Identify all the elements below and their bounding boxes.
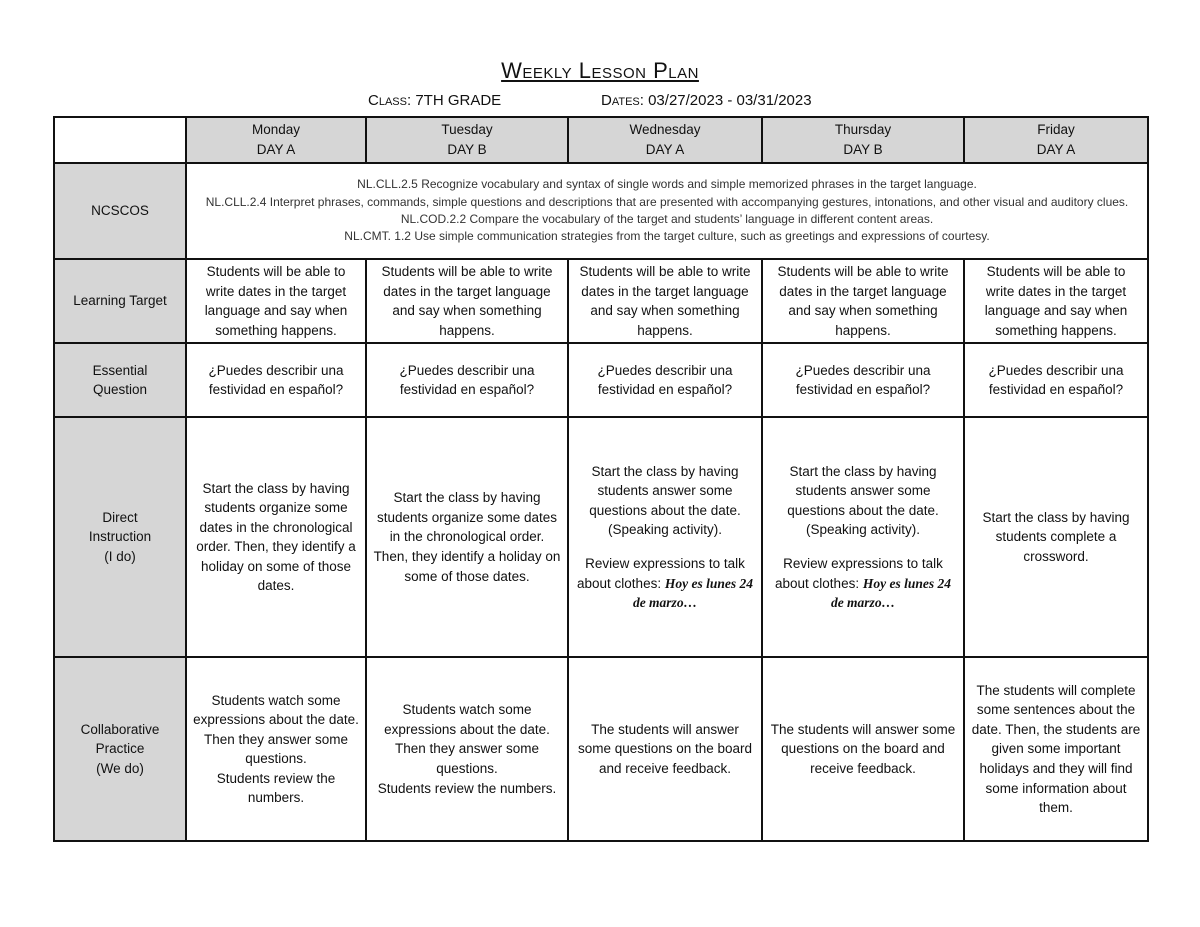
essential-question-thursday: ¿Puedes describir una festividad en español? <box>762 343 964 417</box>
essential-question-wednesday: ¿Puedes describir una festividad en español? <box>568 343 762 417</box>
class-info <box>368 92 501 109</box>
dates-label: Dates: <box>601 92 644 109</box>
header-monday: Monday DAY A <box>186 117 366 163</box>
collaborative-practice-thursday: The students will answer some questions on the board and receive feedback. <box>762 657 964 841</box>
learning-target-thursday: Students will be able to write dates in the target language and say when something happens. <box>762 259 964 343</box>
direct-instruction-label: Direct Instruction (I do) <box>54 417 186 657</box>
header-tuesday: Tuesday DAY B <box>366 117 568 163</box>
collaborative-practice-wednesday: The students will answer some questions on the board and receive feedback. <box>568 657 762 841</box>
header-corner-cell <box>54 117 186 163</box>
ncscos-standards <box>186 163 1148 259</box>
class-value: 7TH GRADE <box>415 92 502 109</box>
header-thursday: Thursday DAY B <box>762 117 964 163</box>
learning-target-row <box>54 259 1148 343</box>
standard-line: NL.CMT. 1.2 Use simple communication strategies from the target culture, such as greetings and expressions of courtesy. <box>344 229 990 244</box>
learning-target-wednesday: Students will be able to write dates in the target language and say when something happens. <box>568 259 762 343</box>
standard-line: NL.CLL.2.4 Interpret phrases, commands, simple questions and descriptions that are presented with accompanying gestures, intonations, and other visual and auditory clues. <box>205 194 1129 209</box>
essential-question-row <box>54 343 1148 417</box>
learning-target-friday: Students will be able to write dates in the target language and say when something happens. <box>964 259 1148 343</box>
header-row <box>54 117 1148 163</box>
header-friday: Friday DAY A <box>964 117 1148 163</box>
essential-question-label: Essential Question <box>54 343 186 417</box>
direct-instruction-tuesday: Start the class by having students organize some dates in the chronological order. Then, they identify a holiday on some of those dates. <box>366 417 568 657</box>
standard-line: NL.COD.2.2 Compare the vocabulary of the target and students’ language in different content areas. <box>400 212 934 226</box>
collaborative-practice-tuesday: Students watch some expressions about the date. Then they answer some questions. Students review the numbers. <box>366 657 568 841</box>
learning-target-tuesday: Students will be able to write dates in the target language and say when something happens. <box>366 259 568 343</box>
lesson-plan-table <box>53 116 1149 842</box>
collaborative-practice-row <box>54 657 1148 841</box>
direct-instruction-wednesday: Start the class by having students answer some questions about the date. (Speaking activity). Review expressions to talk about clothes: Hoy es lunes 24 de marzo… <box>568 417 762 657</box>
header-wednesday: Wednesday DAY A <box>568 117 762 163</box>
essential-question-monday: ¿Puedes describir una festividad en español? <box>186 343 366 417</box>
dates-info <box>601 92 812 109</box>
direct-instruction-monday: Start the class by having students organize some dates in the chronological order. Then, they identify a holiday on some of those dates. <box>186 417 366 657</box>
direct-instruction-thursday: Start the class by having students answer some questions about the date. (Speaking activity). Review expressions to talk about clothes: Hoy es lunes 24 de marzo… <box>762 417 964 657</box>
page-title: Weekly Lesson Plan <box>501 58 699 83</box>
ncscos-label: NCSCOS <box>54 163 186 259</box>
collaborative-practice-monday: Students watch some expressions about the date. Then they answer some questions. Students review the numbers. <box>186 657 366 841</box>
collaborative-practice-friday: The students will complete some sentences about the date. Then, the students are given some important holidays and they will find some information about them. <box>964 657 1148 841</box>
standard-line: NL.CLL.2.5 Recognize vocabulary and syntax of single words and simple memorized phrases in the target language. <box>357 177 977 192</box>
class-label: Class: <box>368 92 412 109</box>
ncscos-row <box>54 163 1148 259</box>
learning-target-monday: Students will be able to write dates in the target language and say when something happens. <box>186 259 366 343</box>
learning-target-label: Learning Target <box>54 259 186 343</box>
direct-instruction-row <box>54 417 1148 657</box>
collaborative-practice-label: Collaborative Practice (We do) <box>54 657 186 841</box>
essential-question-friday: ¿Puedes describir una festividad en español? <box>964 343 1148 417</box>
essential-question-tuesday: ¿Puedes describir una festividad en español? <box>366 343 568 417</box>
dates-value: 03/27/2023 - 03/31/2023 <box>648 92 812 109</box>
direct-instruction-friday: Start the class by having students complete a crossword. <box>964 417 1148 657</box>
